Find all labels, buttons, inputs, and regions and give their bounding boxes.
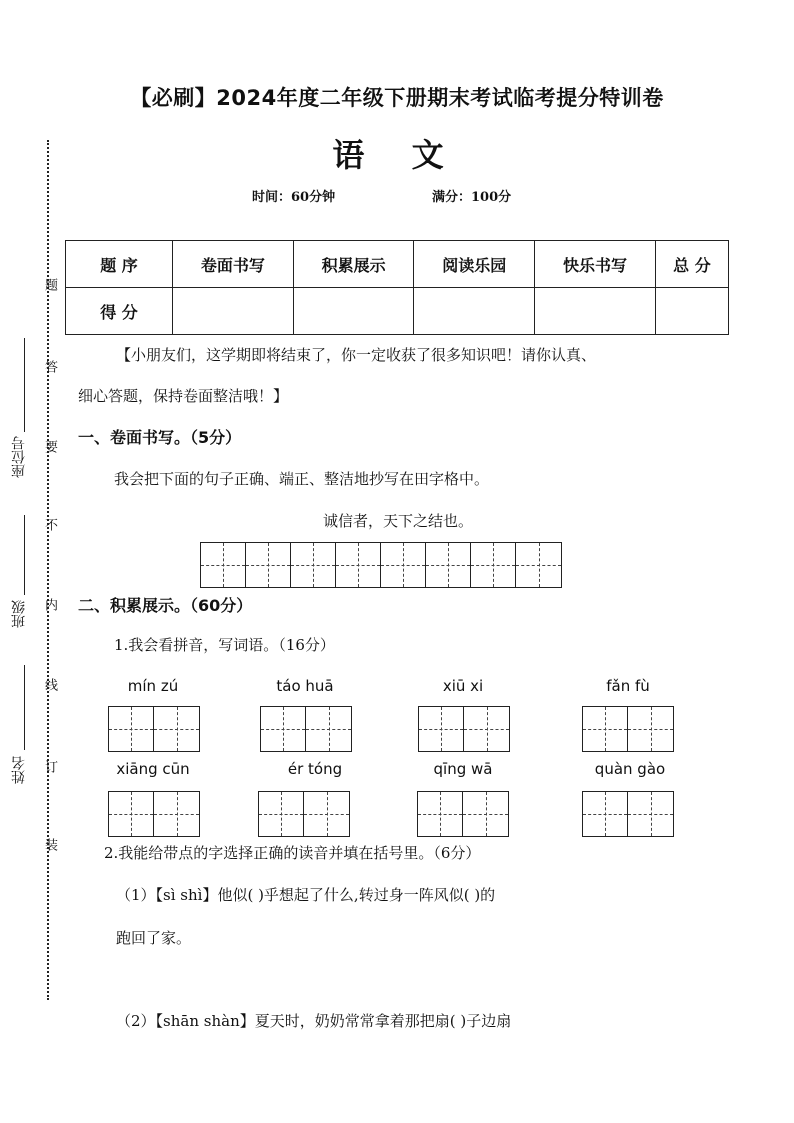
margin-char: 订 <box>42 760 57 773</box>
class-label: 班级 <box>11 600 27 628</box>
tianzi-cell[interactable] <box>381 543 426 587</box>
tianzi-cell[interactable] <box>471 543 516 587</box>
question-2-2-line-1: （2）【shān shàn】夏天时，奶奶常常拿着那把扇( )子边扇 <box>116 1012 512 1030</box>
header-cell: 阅读乐园 <box>414 241 535 288</box>
pinyin-label: fǎn fù <box>606 677 650 695</box>
question-1: 1.我会看拼音，写词语。（16分） <box>114 636 335 654</box>
tianzi-cell[interactable] <box>261 707 306 751</box>
tianzi-cell[interactable] <box>583 792 628 836</box>
score-table-header-row <box>66 241 729 288</box>
question-2: 2.我能给带点的字选择正确的读音并填在括号里。（6分） <box>104 844 481 862</box>
margin-char: 线 <box>42 678 57 691</box>
tianzi-cell[interactable] <box>154 707 199 751</box>
word-writing-grid[interactable] <box>108 791 200 837</box>
tianzi-cell[interactable] <box>154 792 199 836</box>
score-table <box>65 240 729 335</box>
score-cell[interactable] <box>173 288 294 335</box>
score-cell[interactable] <box>535 288 656 335</box>
time-limit: 时间：60分钟 <box>252 190 336 205</box>
score-cell[interactable] <box>414 288 535 335</box>
intro-line-1: 【小朋友们，这学期即将结束了，你一定收获了很多知识吧！请你认真、 <box>116 346 597 364</box>
score-cell[interactable] <box>655 288 728 335</box>
pinyin-label: táo huā <box>276 677 334 695</box>
tianzi-cell[interactable] <box>336 543 381 587</box>
tianzi-cell[interactable] <box>463 792 508 836</box>
section1-instruction: 我会把下面的句子正确、端正、整洁地抄写在田字格中。 <box>114 470 490 488</box>
tianzi-cell[interactable] <box>628 707 673 751</box>
margin-char: 要 <box>42 440 57 453</box>
pinyin-label: qīng wā <box>433 760 493 778</box>
tianzi-cell[interactable] <box>109 707 154 751</box>
tianzi-cell[interactable] <box>418 792 463 836</box>
margin-char: 答 <box>42 360 57 373</box>
header-cell: 总 分 <box>655 241 728 288</box>
header-cell: 题 序 <box>66 241 173 288</box>
margin-char: 题 <box>42 278 57 291</box>
exam-title: 【必刷】2024年度二年级下册期末考试临考提分特训卷 <box>130 86 664 110</box>
pinyin-label: xiāng cūn <box>116 760 190 778</box>
copy-writing-grid[interactable] <box>200 542 562 588</box>
seat-number-label: 座位号 <box>11 436 27 478</box>
tianzi-cell[interactable] <box>306 707 351 751</box>
word-writing-grid[interactable] <box>258 791 350 837</box>
binding-dotted-line <box>47 140 49 1000</box>
copy-sentence: 诚信者，天下之结也。 <box>323 512 474 530</box>
word-writing-grid[interactable] <box>418 706 510 752</box>
pinyin-label: mín zú <box>127 677 179 695</box>
name-blank[interactable] <box>24 665 25 750</box>
section2-heading: 二、积累展示。（60分） <box>78 596 253 615</box>
header-cell: 卷面书写 <box>173 241 294 288</box>
tianzi-cell[interactable] <box>419 707 464 751</box>
word-writing-grid[interactable] <box>417 791 509 837</box>
score-cell[interactable] <box>293 288 414 335</box>
margin-char: 内 <box>42 598 57 611</box>
word-writing-grid[interactable] <box>260 706 352 752</box>
word-writing-grid[interactable] <box>582 791 674 837</box>
name-label: 姓名 <box>11 756 27 784</box>
question-2-1-line-1: （1）【sì shì】他似( )乎想起了什么,转过身一阵风似( )的 <box>116 886 496 904</box>
tianzi-cell[interactable] <box>201 543 246 587</box>
class-blank[interactable] <box>24 515 25 595</box>
tianzi-cell[interactable] <box>628 792 673 836</box>
score-table-score-row <box>66 288 729 335</box>
intro-line-2: 细心答题，保持卷面整洁哦！】 <box>78 387 289 405</box>
subject-title: 语 文 <box>332 136 462 174</box>
tianzi-cell[interactable] <box>583 707 628 751</box>
score-row-label: 得 分 <box>66 288 173 335</box>
margin-char: 不 <box>42 518 57 531</box>
tianzi-cell[interactable] <box>464 707 509 751</box>
question-2-1-line-2: 跑回了家。 <box>116 929 192 947</box>
full-score: 满分：100分 <box>432 190 512 205</box>
pinyin-label: xiū xi <box>442 677 484 695</box>
seat-number-blank[interactable] <box>24 338 25 432</box>
tianzi-cell[interactable] <box>246 543 291 587</box>
section1-heading: 一、卷面书写。（5分） <box>78 428 242 447</box>
header-cell: 快乐书写 <box>535 241 656 288</box>
tianzi-cell[interactable] <box>426 543 471 587</box>
tianzi-cell[interactable] <box>304 792 349 836</box>
word-writing-grid[interactable] <box>582 706 674 752</box>
word-writing-grid[interactable] <box>108 706 200 752</box>
margin-char: 装 <box>42 838 57 851</box>
tianzi-cell[interactable] <box>516 543 561 587</box>
pinyin-label: quàn gào <box>594 760 666 778</box>
pinyin-label: ér tóng <box>287 760 343 778</box>
tianzi-cell[interactable] <box>291 543 336 587</box>
tianzi-cell[interactable] <box>259 792 304 836</box>
header-cell: 积累展示 <box>293 241 414 288</box>
tianzi-cell[interactable] <box>109 792 154 836</box>
